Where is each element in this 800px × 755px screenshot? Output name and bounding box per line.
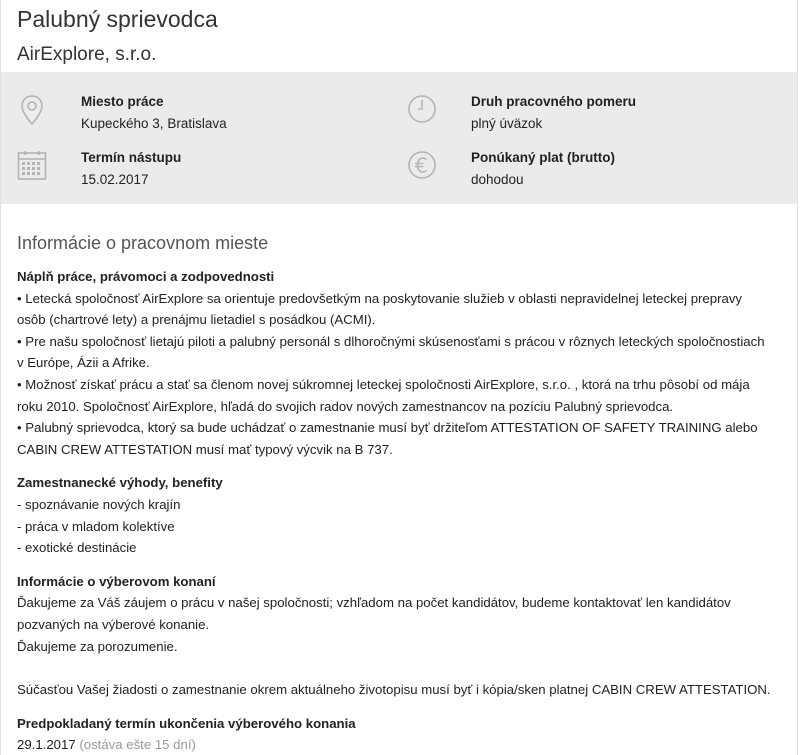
duties-line: roku 2010. Spoločnosť AirExplore, hľadá do svojich radov nových zamestnancov na pozíciu Palubný sprievodca. [17, 398, 674, 414]
deadline-line [17, 734, 787, 755]
info-location [17, 94, 377, 144]
benefit-item: - spoznávanie nových krajín [17, 496, 181, 512]
deadline-heading: Predpokladaný termín ukončenia výberového konania [17, 715, 356, 731]
job-description [17, 266, 787, 755]
job-header [1, 0, 797, 72]
selection-note: Súčasťou Vašej žiadosti o zamestnanie okrem aktuálneho životopisu musí byť i kópia/sken platnej CABIN CREW ATTESTATION. [17, 682, 771, 698]
job-title: Palubný sprievodca [17, 6, 218, 32]
info-start-date [17, 150, 377, 200]
selection-line: pozvaných na výberové konanie. [17, 616, 210, 632]
employment-type-label: Druh pracovného pomeru [471, 94, 637, 109]
benefits-heading: Zamestnanecké výhody, benefity [17, 475, 223, 491]
employment-type-value: plný úväzok [471, 116, 543, 131]
salary-label: Ponúkaný plat (brutto) [471, 150, 615, 165]
duties-line: • Možnosť získať prácu a stať sa členom novej súkromnej leteckej spoločnosti AirExplore, s.r.o. , ktorá na trhu pôsobí od mája [17, 376, 750, 392]
selection-line: Ďakujeme za Váš záujem o prácu v našej spoločnosti; vzhľadom na počet kandidátov, budeme kontaktovať len kandidátov [17, 595, 731, 611]
company-name[interactable]: AirExplore, s.r.o. [17, 44, 157, 65]
location-value: Kupeckého 3, Bratislava [81, 116, 227, 131]
info-salary [407, 150, 767, 200]
clock-icon [407, 94, 437, 126]
selection-line: Ďakujeme za porozumenie. [17, 638, 178, 654]
info-employment-type [407, 94, 767, 144]
location-pin-icon [17, 94, 47, 126]
duties-line: v Európe, Ázii a Afrike. [17, 355, 150, 371]
duties-line: • Letecká spoločnosť AirExplore sa orientuje predovšetkým na poskytovanie služieb v oblasti nepravidelnej leteckej prepravy [17, 290, 743, 306]
deadline-remaining: (ostáva ešte 15 dní) [79, 737, 196, 753]
calendar-icon [17, 150, 47, 182]
job-info-box [1, 72, 797, 204]
start-date-value: 15.02.2017 [81, 172, 149, 187]
benefit-item: - práca v mladom kolektíve [17, 518, 175, 534]
section-title: Informácie o pracovnom mieste [17, 233, 269, 253]
selection-heading: Informácie o výberovom konaní [17, 573, 216, 589]
start-date-label: Termín nástupu [81, 150, 182, 165]
duties-line: • Palubný sprievodca, ktorý sa bude uchádzať o zamestnanie musí byť držiteľom ATTESTATION OF SAFETY TRAINING alebo [17, 420, 758, 436]
location-label: Miesto práce [81, 94, 164, 109]
duties-line: • Pre našu spoločnosť lietajú piloti a palubný personál s dlhoročnými skúsenosťami s prácou v rôznych leteckých spoločnostiach [17, 333, 765, 349]
duties-line: CABIN CREW ATTESTATION musí mať typový výcvik na B 737. [17, 441, 393, 457]
duties-heading: Náplň práce, právomoci a zodpovednosti [17, 269, 275, 284]
deadline-date: 29.1.2017 [17, 737, 76, 753]
salary-value: dohodou [471, 172, 524, 187]
euro-icon [407, 150, 437, 182]
duties-line: osôb (chartrové lety) a prenájmu lietadiel s posádkou (ACMI). [17, 312, 376, 328]
benefit-item: - exotické destinácie [17, 540, 137, 556]
